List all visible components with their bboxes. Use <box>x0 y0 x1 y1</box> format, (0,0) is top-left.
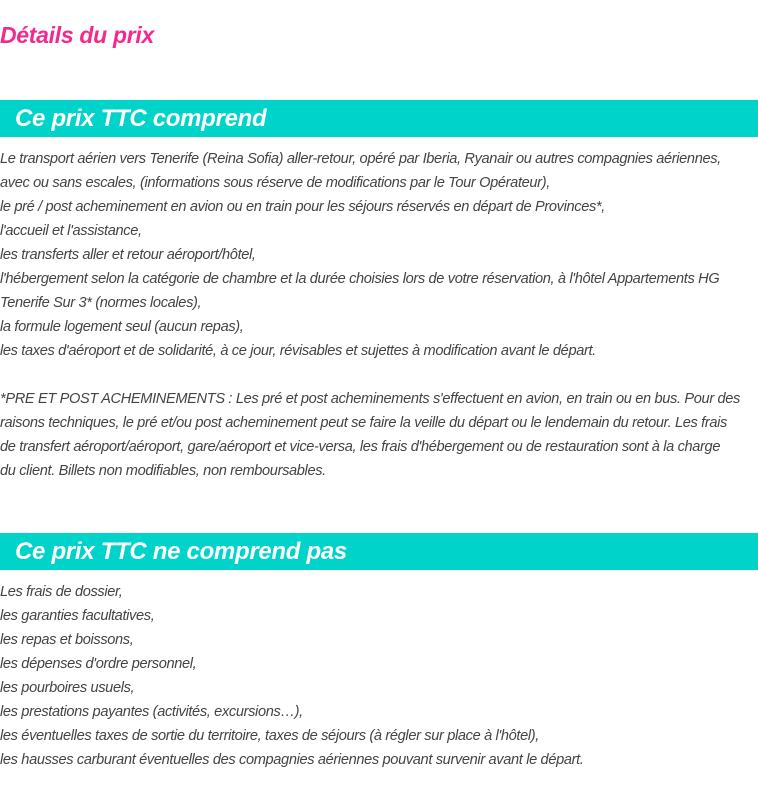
includes-line: Le transport aérien vers Tenerife (Reina Sofia) aller-retour, opéré par Iberia, Ryanair ou autres compagnies aériennes, <box>0 151 721 167</box>
includes-line: les transferts aller et retour aéroport/hôtel, <box>0 247 256 263</box>
includes-line: l'hébergement selon la catégorie de chambre et la durée choisies lors de votre réservation, à l'hôtel Appartements HG <box>0 271 720 287</box>
acheminement-note-line: *PRE ET POST ACHEMINEMENTS : Les pré et post acheminements s'effectuent en avion, en train ou en bus. Pour des <box>0 391 741 407</box>
spacer <box>0 363 758 387</box>
section-title-includes: Ce prix TTC comprend <box>15 105 267 132</box>
excludes-line: les pourboires usuels, <box>0 680 135 696</box>
includes-line: la formule logement seul (aucun repas), <box>0 319 244 335</box>
page-title: Détails du prix <box>0 22 154 48</box>
excludes-line: les éventuelles taxes de sortie du territoire, taxes de séjours (à régler sur place à l'hôtel), <box>0 728 539 744</box>
excludes-line: les repas et boissons, <box>0 632 134 648</box>
excludes-line: les hausses carburant éventuelles des compagnies aériennes pouvant survenir avant le départ. <box>0 752 584 768</box>
excludes-line: Les frais de dossier, <box>0 584 123 600</box>
includes-line: le pré / post acheminement en avion ou en train pour les séjours réservés en départ de Provinces*, <box>0 199 605 215</box>
excludes-list <box>0 580 758 772</box>
acheminement-note-line: de transfert aéroport/aéroport, gare/aéroport et vice-versa, les frais d'hébergement ou de restauration sont à la charge <box>0 439 721 455</box>
section-header-includes <box>0 100 758 137</box>
includes-list <box>0 147 758 483</box>
acheminement-note-line: du client. Billets non modifiables, non remboursables. <box>0 463 326 479</box>
excludes-line: les dépenses d'ordre personnel, <box>0 656 197 672</box>
section-title-excludes: Ce prix TTC ne comprend pas <box>15 538 347 565</box>
section-header-excludes <box>0 533 758 570</box>
excludes-line: les prestations payantes (activités, excursions…), <box>0 704 303 720</box>
acheminement-note-line: raisons techniques, le pré et/ou post acheminement peut se faire la veille du départ ou le lendemain du retour. Les frais <box>0 415 727 431</box>
includes-line: Tenerife Sur 3* (normes locales), <box>0 295 202 311</box>
includes-line: avec ou sans escales, (informations sous réserve de modifications par le Tour Opérateur), <box>0 175 550 191</box>
excludes-line: les garanties facultatives, <box>0 608 155 624</box>
includes-line: les taxes d'aéroport et de solidarité, à ce jour, révisables et sujettes à modification avant le départ. <box>0 343 596 359</box>
includes-line: l'accueil et l'assistance, <box>0 223 142 239</box>
